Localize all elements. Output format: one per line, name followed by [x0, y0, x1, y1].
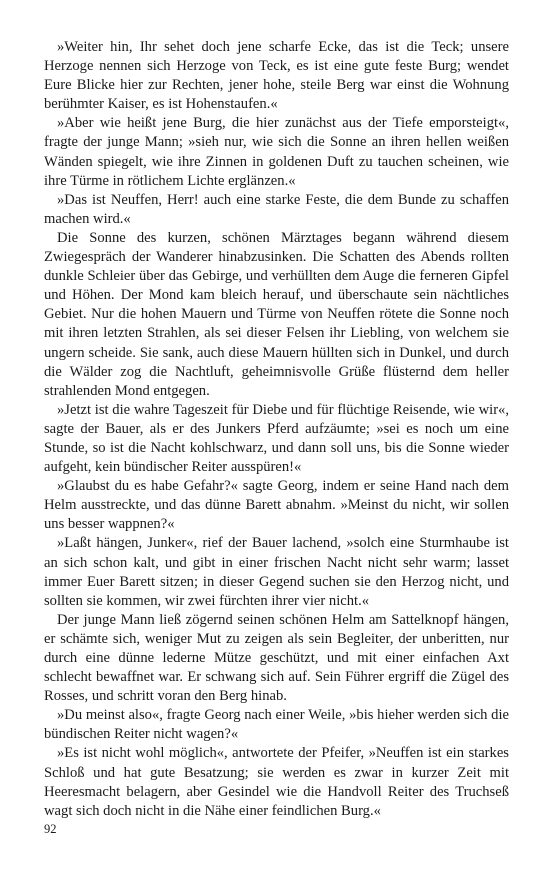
paragraph: »Weiter hin, Ihr sehet doch jene scharfe Ecke, das ist die Teck; unsere Herzoge nennen sich Herzoge von Teck, es ist eine gute feste Burg; wendet Eure Blicke hier zur Rechten, jener hohe, steile Berg war einst die Wohnung berühmter Kaiser, es ist Hohenstaufen.«	[44, 39, 509, 113]
paragraph: »Jetzt ist die wahre Tageszeit für Diebe und für flüchtige Reisende, wie wir«, sagte der Bauer, als er des Junkers Pferd aufzäumte; »sei es noch um eine Stunde, so ist die Nacht kohlschwarz, und dann soll uns, bis die Sonne wieder aufgeht, kein bündischer Reiter ausspüren!«	[44, 401, 509, 476]
paragraph: »Du meinst also«, fragte Georg nach einer Weile, »bis hieher werden sich die bündischen Reiter nicht wagen?«	[44, 707, 509, 743]
paragraph: »Aber wie heißt jene Burg, die hier zunächst aus der Tiefe emporsteigt«, fragte der junge Mann; »sieh nur, wie sich die Sonne an ihren hellen weißen Wänden spiegelt, wie ihre Zinnen in goldenen Duft zu tauchen scheinen, wie ihre Türme in rötlichem Lichte erglänzen.«	[44, 115, 509, 189]
page-number: 92	[44, 822, 57, 836]
page-body	[44, 38, 509, 821]
paragraph: »Es ist nicht wohl möglich«, antwortete der Pfeifer, »Neuffen ist ein starkes Schloß und hat gute Besatzung; sie werden es zwar in kurzer Zeit mit Heeresmacht belagern, aber Gesindel wie die Handvoll Reiter des Truchseß wagt sich doch nicht in die Nähe einer feindlichen Burg.«	[44, 745, 509, 819]
paragraph: »Laßt hängen, Junker«, rief der Bauer lachend, »solch eine Sturmhaube ist an sich schon kalt, und gibt in einer frischen Nacht nicht sehr warm; lasset immer Euer Barett sitzen; in dieser Gegend suchen sie den Herzog nicht, und sollten sie kommen, wir zwei fürchten ihrer vier nicht.«	[44, 535, 509, 609]
paragraph: »Glaubst du es habe Gefahr?« sagte Georg, indem er seine Hand nach dem Helm ausstreckte, und das dünne Barett abnahm. »Meinst du nicht, wir sollen uns besser wappnen?«	[44, 478, 509, 533]
paragraph: Die Sonne des kurzen, schönen Märztages begann während diesem Zwiegespräch der Wanderer hinabzusinken. Die Schatten des Abends rollten dunkle Schleier über das Gebirge, und verhüllten dem Auge die ferneren Gipfel und Höhen. Der Mond kam bleich herauf, und überschaute sein nächtliches Gebiet. Nur die hohen Mauern und Türme von Neuffen rötete die Sonne noch mit ihren letzten Strahlen, als sei dieser Felsen ihr Liebling, von welchem sie ungern scheide. Sie sank, auch diese Mauern hüllten sich in Dunkel, und durch die Wälder zog die Nachtluft, geheimnisvolle Grüße flüsternd dem heller strahlenden Mond entgegen.	[44, 229, 509, 399]
paragraph: Der junge Mann ließ zögernd seinen schönen Helm am Sattelknopf hängen, er schämte sich, weniger Mut zu zeigen als sein Begleiter, der unberitten, nur durch eine dünne lederne Mütze geschützt, und mit einer einfachen Axt schlecht bewaffnet war. Er schwang sich auf. Sein Führer ergriff die Zügel des Rosses, und schritt voran den Berg hinab.	[44, 611, 509, 705]
paragraph: »Das ist Neuffen, Herr! auch eine starke Feste, die dem Bunde zu schaffen machen wird.«	[44, 191, 509, 227]
